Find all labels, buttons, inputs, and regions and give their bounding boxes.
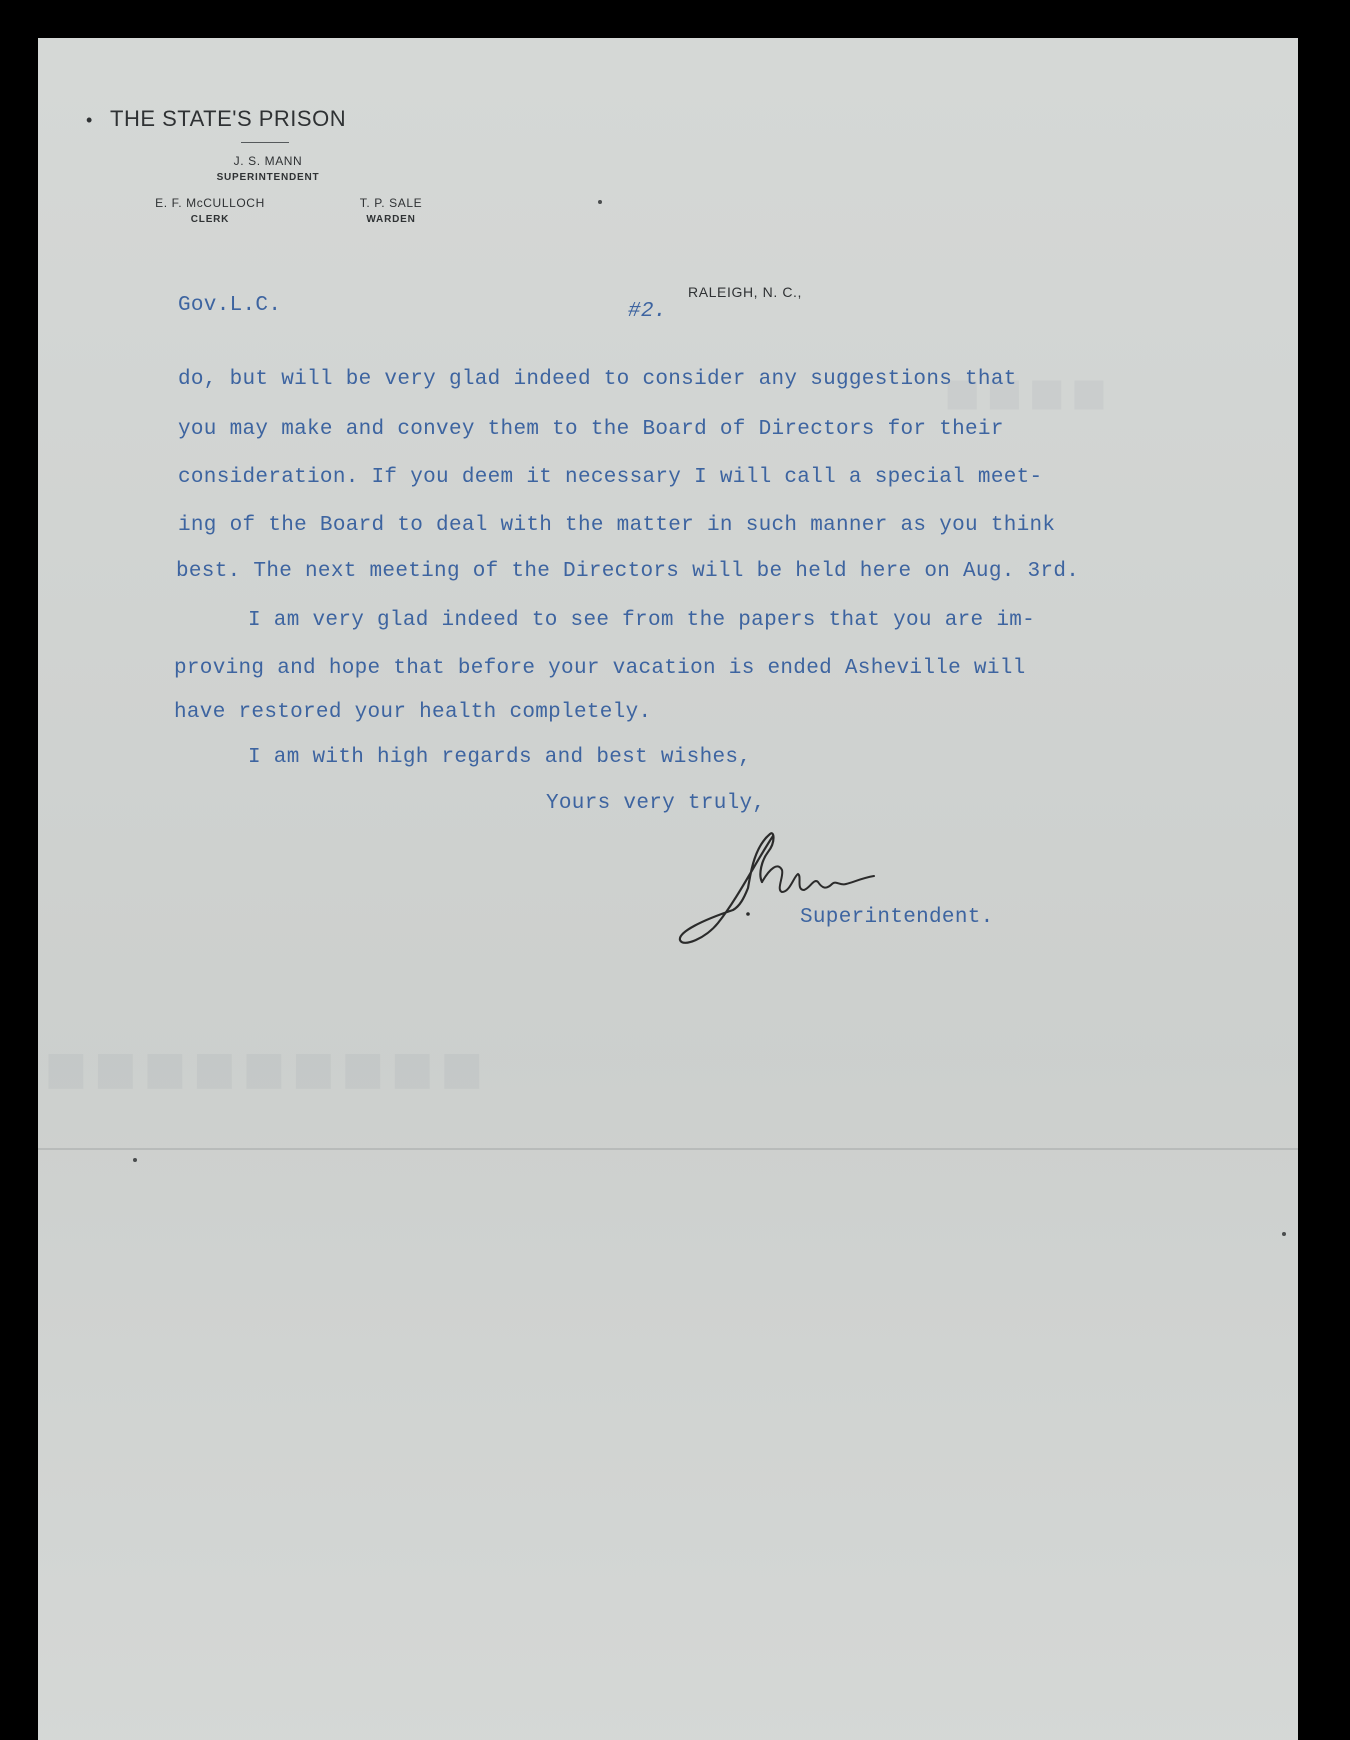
letterhead-rule <box>241 142 289 143</box>
page-number: #2. <box>628 300 667 323</box>
superintendent-role: SUPERINTENDENT <box>216 172 320 183</box>
paper-speck <box>1282 1232 1286 1236</box>
body-line: do, but will be very glad indeed to consider any suggestions that <box>178 368 1017 391</box>
handwritten-signature <box>678 828 918 958</box>
letterhead-city: RALEIGH, N. C., <box>688 284 803 300</box>
letterhead-title: THE STATE'S PRISON <box>110 106 347 131</box>
body-line: proving and hope that before your vacation is ended Asheville will <box>174 657 1026 680</box>
body-line: best. The next meeting of the Directors will be held here on Aug. 3rd. <box>176 560 1080 583</box>
warden-role: WARDEN <box>366 214 416 225</box>
clerk-role: CLERK <box>190 214 230 225</box>
superintendent-name: J. S. MANN <box>233 154 303 168</box>
paper-fold <box>38 1148 1298 1150</box>
body-line: I am very glad indeed to see from the papers that you are im- <box>248 609 1036 632</box>
clerk-name: E. F. McCULLOCH <box>155 196 265 210</box>
body-line: have restored your health completely. <box>174 701 652 724</box>
paper-speck <box>598 200 602 204</box>
body-line: I am with high regards and best wishes, <box>248 746 752 769</box>
body-line: you may make and convey them to the Board of Directors for their <box>178 418 1004 441</box>
signature-title: Superintendent. <box>800 906 994 929</box>
body-line: ing of the Board to deal with the matter in such manner as you think <box>178 514 1056 537</box>
body-line: consideration. If you deem it necessary I will call a special meet- <box>178 466 1043 489</box>
letterhead-dot: • <box>86 110 93 130</box>
show-through-ink: ■■■■■■■■■ <box>38 1029 484 1109</box>
show-through-ink: ■■■■ <box>938 359 1107 426</box>
paper-speck <box>133 1158 137 1162</box>
closing: Yours very truly, <box>546 792 766 815</box>
warden-name: T. P. SALE <box>359 196 423 210</box>
letter-page <box>38 38 1298 1740</box>
addressee: Gov.L.C. <box>178 294 282 317</box>
